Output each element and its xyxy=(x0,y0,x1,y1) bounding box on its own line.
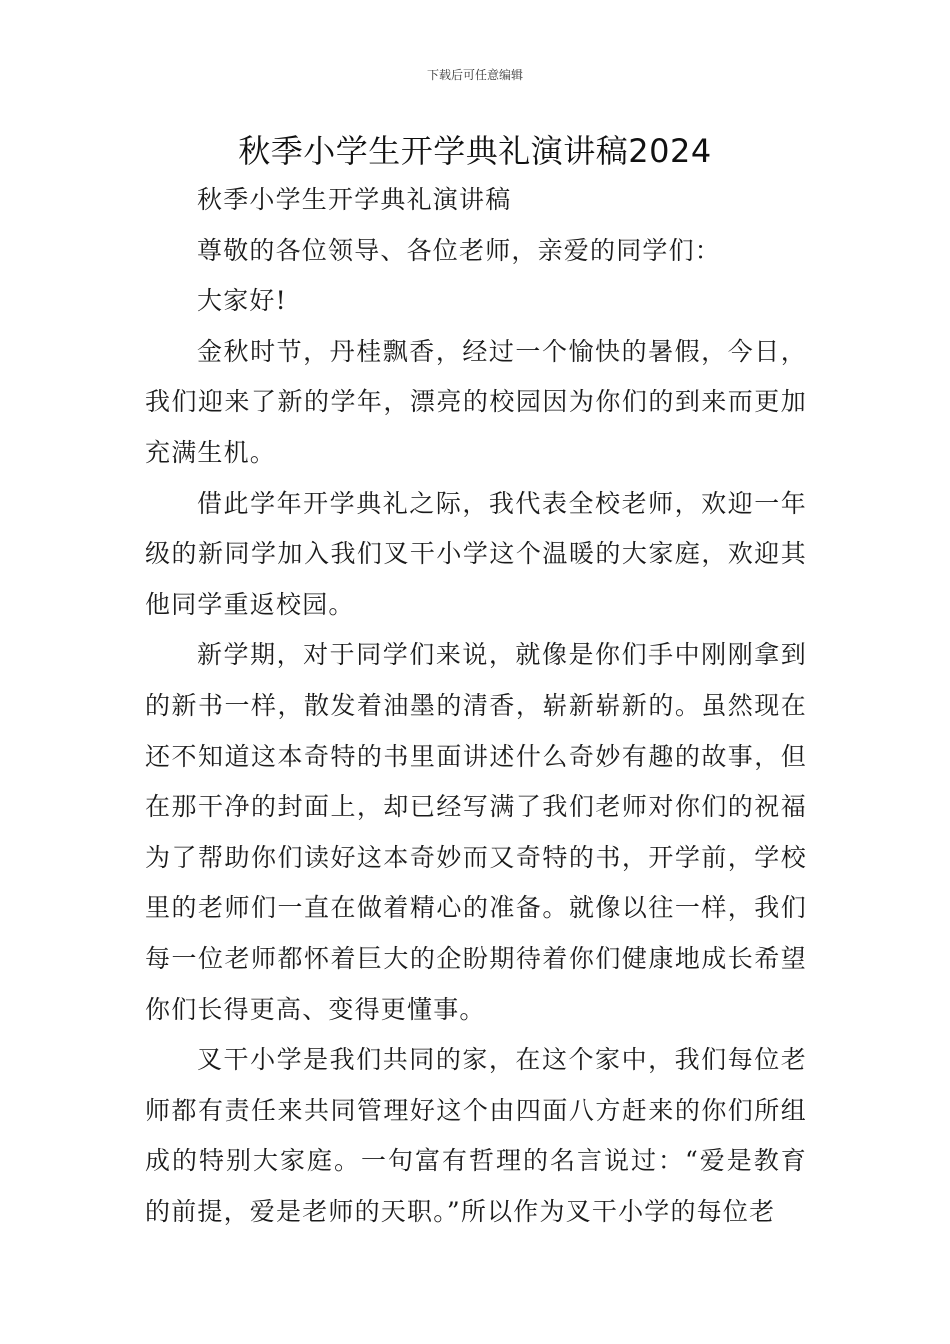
header-note: 下载后可任意编辑 xyxy=(426,68,523,82)
paragraph-subtitle: 秋季小学生开学典礼演讲稿 xyxy=(197,185,512,214)
paragraph-salutation: 尊敬的各位领导、各位老师，亲爱的同学们： xyxy=(197,235,722,265)
paragraph-body: 金秋时节，丹桂飘香，经过一个愉快的暑假，今日，我们迎来了新的学年，漂亮的校园因为你们的到来而更加充满生机。 xyxy=(145,336,807,467)
document-body xyxy=(145,175,807,1237)
paragraph-body: 借此学年开学典礼之际，我代表全校老师，欢迎一年级的新同学加入我们叉干小学这个温暖的大家庭，欢迎其他同学重返校园。 xyxy=(145,488,807,619)
paragraph-body: 叉干小学是我们共同的家，在这个家中，我们每位老师都有责任来共同管理好这个由四面八方赶来的你们所组成的特别大家庭。一句富有哲理的名言说过：“爱是教育的前提，爱是老师的天职。”所以作为叉干小学的每位老 xyxy=(145,1045,807,1226)
document-title: 秋季小学生开学典礼演讲稿2024 xyxy=(238,132,712,170)
paragraph-body: 新学期，对于同学们来说，就像是你们手中刚刚拿到的新书一样，散发着油墨的清香，崭新崭新的。虽然现在还不知道这本奇特的书里面讲述什么奇妙有趣的故事，但在那干净的封面上，却已经写满了我们老师对你们的祝福为了帮助你们读好这本奇妙而又奇特的书，开学前，学校里的老师们一直在做着精心的准备。就像以往一样，我们每一位老师都怀着巨大的企盼期待着你们健康地成长希望你们长得更高、变得更懂事。 xyxy=(145,640,807,1024)
paragraph-greeting: 大家好! xyxy=(197,286,287,316)
